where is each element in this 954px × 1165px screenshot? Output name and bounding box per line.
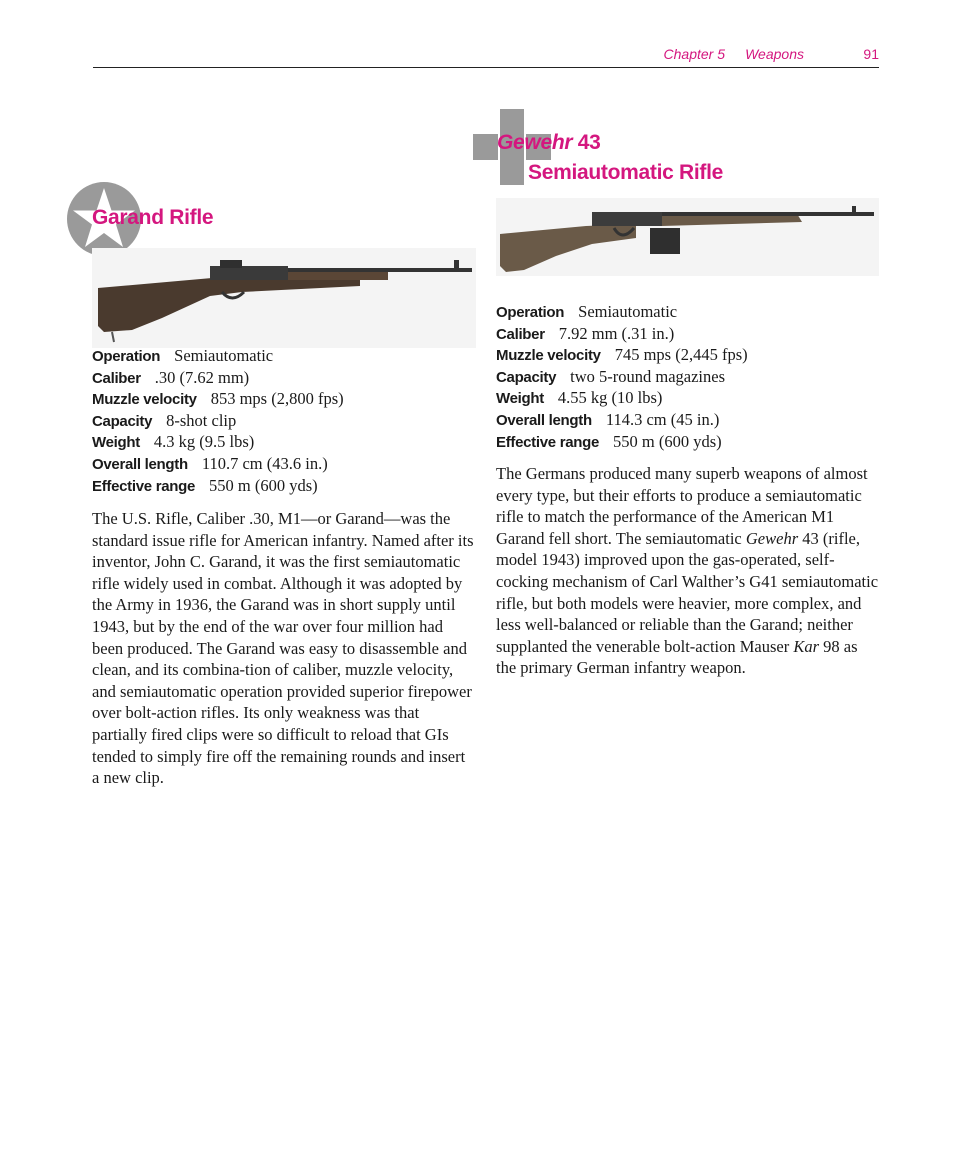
garand-title: Garand Rifle [92,206,214,229]
header-chapter: Chapter 5 [663,46,725,62]
spec-row [496,409,748,431]
spec-label: Effective range [92,477,196,495]
header-section: Weapons [745,46,804,62]
spec-value: Semiautomatic [174,346,274,365]
gewehr-rifle-image [496,198,879,276]
gewehr-body-paragraph [496,463,880,679]
gewehr-title-number: 43 [572,131,601,154]
spec-row [496,301,748,323]
spec-label: Capacity [496,368,557,386]
spec-value: 4.3 kg (9.5 lbs) [153,432,255,452]
gewehr-title-line2: Semiautomatic Rifle [528,161,724,184]
spec-value: two 5-round magazines [570,366,726,386]
gewehr-body-text: The Germans produced many superb weapons of almost every type, but their efforts to produce a semiautomatic rifle to match the performance of the American M1 Garand fell short. The semiautomatic [496,464,868,548]
spec-row [92,431,344,453]
spec-label: Caliber [92,369,141,387]
spec-row [496,323,748,345]
spec-row [92,453,344,475]
spec-label: Muzzle velocity [92,391,197,409]
spec-value: 745 mps (2,445 fps) [614,345,748,365]
spec-row [496,366,748,388]
gewehr-body-italic: Kar [793,636,820,656]
spec-row [496,344,748,366]
spec-label: Operation [496,304,565,321]
running-header [93,44,879,68]
spec-value: 550 m (600 yds) [209,475,318,495]
spec-row [92,345,344,367]
garand-rifle-image [92,248,476,348]
spec-row [92,367,344,389]
spec-label: Muzzle velocity [496,347,601,365]
spec-row [496,431,748,453]
spec-value: 853 mps (2,800 fps) [210,389,344,409]
spec-row [92,410,344,432]
gewehr-specs [496,301,748,452]
spec-row [92,475,344,497]
spec-label: Effective range [496,433,600,451]
gewehr-body-text: 43 (rifle, model 1943) improved upon the gas-operated, self-cocking mechanism of Carl Walther’s G41 semiautomatic rifle, but both models were heavier, more complex, and less well-balanced or reliable than the Garand; neither supplanted the venerable bolt-action Mauser [496,528,879,656]
spec-value: 4.55 kg (10 lbs) [557,388,663,408]
spec-value: 550 m (600 yds) [613,431,722,451]
spec-value: 114.3 cm (45 in.) [605,409,720,429]
spec-label: Operation [92,348,161,365]
spec-label: Caliber [496,325,545,343]
gewehr-body-italic: Gewehr [745,528,799,548]
spec-value: Semiautomatic [578,302,678,321]
spec-value: .30 (7.62 mm) [154,367,250,387]
spec-value: 7.92 mm (.31 in.) [558,323,675,343]
spec-label: Weight [92,434,140,452]
gewehr-body-text: 98 as the primary German infantry weapon. [496,636,858,678]
spec-label: Overall length [92,455,188,473]
spec-label: Capacity [92,412,153,430]
gewehr-title-line1 [497,131,601,155]
garand-specs [92,345,344,496]
spec-value: 8-shot clip [166,410,237,430]
spec-label: Weight [496,390,544,408]
garand-body-paragraph: The U.S. Rifle, Caliber .30, M1—or Garand—was the standard issue rifle for American infantry. Named after its inventor, John C. Garand, it was the first semiautomatic rifle widely used in combat. Although it was adopted by the Army in 1936, the Garand was in short supply until 1943, but by the end of the war over four million had been produced. The Garand was easy to disassemble and clean, and its combina-tion of caliber, muzzle velocity, and semiautomatic operation provided superior firepower over bolt-action rifles. Its only weakness was that partially fired clips were so difficult to reload that GIs tended to simply fire off the remaining rounds and insert a new clip. [92,509,474,788]
page-number: 91 [863,46,879,62]
spec-label: Overall length [496,411,592,429]
spec-row [92,388,344,410]
spec-row [496,387,748,409]
spec-value: 110.7 cm (43.6 in.) [201,453,328,473]
gewehr-title-italic: Gewehr [497,131,573,154]
